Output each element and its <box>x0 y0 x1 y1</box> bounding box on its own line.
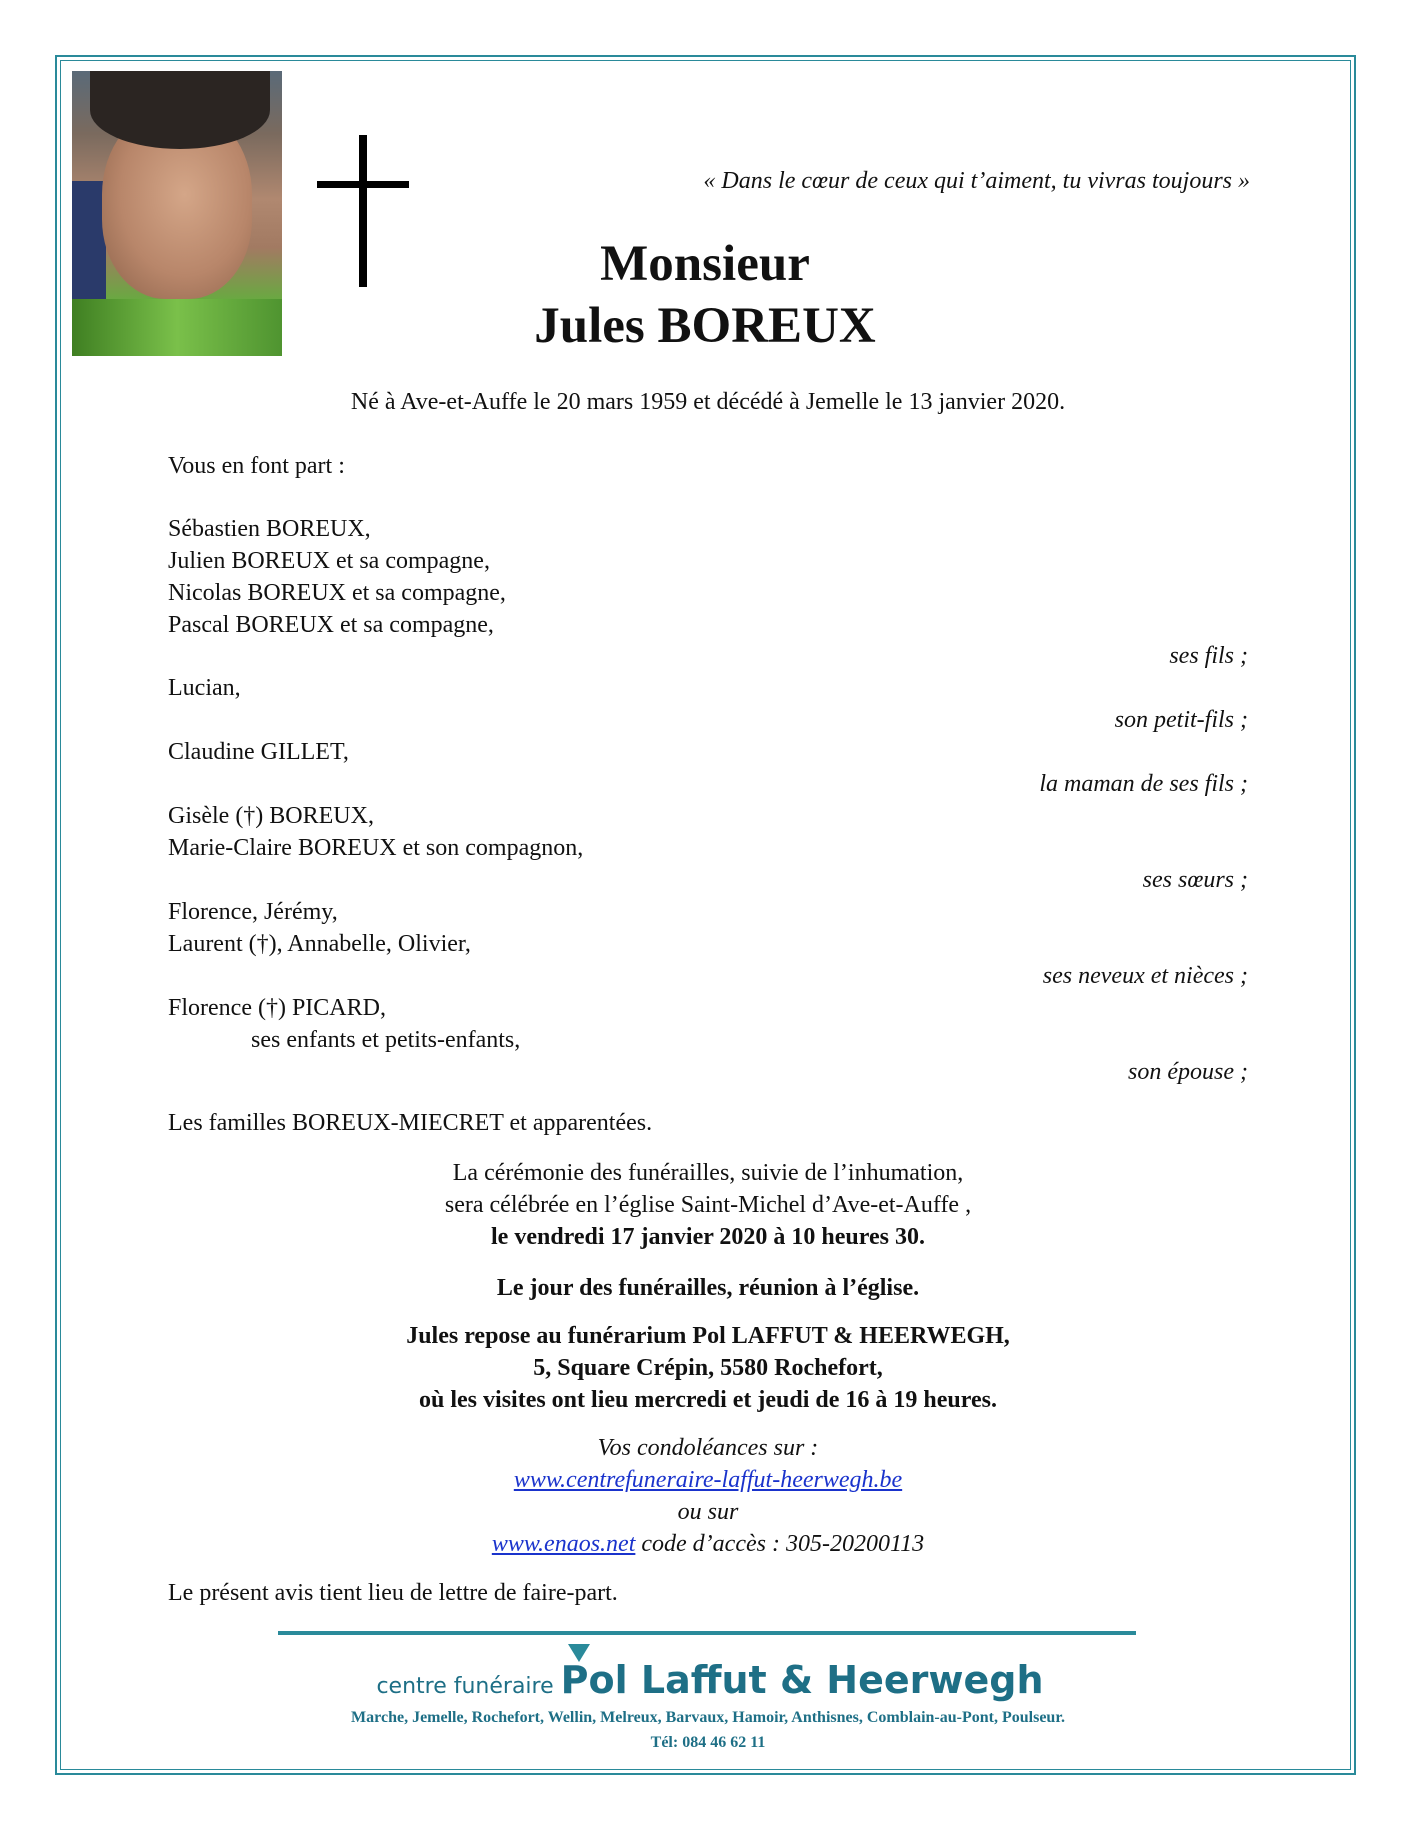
family-member: Julien BOREUX et sa compagne, <box>168 548 490 574</box>
ceremony-line: La cérémonie des funérailles, suivie de l’inhumation, <box>452 1160 964 1186</box>
funeral-center-link[interactable]: www.centrefuneraire-laffut-heerwegh.be <box>513 1467 903 1493</box>
cross-icon <box>317 135 409 287</box>
families-line: Les familles BOREUX-MIECRET et apparentées. <box>168 1110 653 1136</box>
footer-divider <box>278 1631 1136 1635</box>
memorial-quote: « Dans le cœur de ceux qui t’aiment, tu vivras toujours » <box>703 168 1250 194</box>
relation-label: la maman de ses fils ; <box>1039 771 1248 797</box>
footer-towns: Marche, Jemelle, Rochefort, Wellin, Melreux, Barvaux, Hamoir, Anthisnes, Comblain-au-Pont, Poulseur. <box>351 1709 1065 1726</box>
condolences-link-line <box>168 1464 1248 1496</box>
family-member: Lucian, <box>168 675 241 701</box>
access-code: code d’accès : 305-20200113 <box>635 1531 925 1557</box>
family-member: Marie-Claire BOREUX et son compagnon, <box>168 835 584 861</box>
meeting-line: Le jour des funérailles, réunion à l’église. <box>496 1275 920 1301</box>
notice-text: Le présent avis tient lieu de lettre de faire-part. <box>168 1580 618 1606</box>
family-member: ses enfants et petits-enfants, <box>251 1027 521 1053</box>
birth-death-line: Né à Ave-et-Auffe le 20 mars 1959 et décédé à Jemelle le 13 janvier 2020. <box>350 389 1066 415</box>
intro-text: Vous en font part : <box>168 453 345 479</box>
family-member: Pascal BOREUX et sa compagne, <box>168 612 494 638</box>
relation-label: ses fils ; <box>1169 643 1248 669</box>
relation-label: ses sœurs ; <box>1142 867 1248 893</box>
ceremony-line: sera célébrée en l’église Saint-Michel d’Ave-et-Auffe , <box>444 1192 972 1218</box>
family-member: Florence (†) PICARD, <box>168 995 386 1021</box>
portrait-photo <box>72 71 282 356</box>
family-member: Claudine GILLET, <box>168 739 349 765</box>
family-member: Florence, Jérémy, <box>168 899 338 925</box>
relation-label: ses neveux et nièces ; <box>1042 963 1248 989</box>
title-honorific: Monsieur <box>600 236 810 292</box>
logo-name: Pol Laffut & Heerwegh <box>560 1658 1044 1702</box>
relation-label: son petit-fils ; <box>1114 707 1248 733</box>
funerarium-line: Jules repose au funérarium Pol LAFFUT & HEERWEGH, <box>406 1323 1010 1349</box>
family-member: Nicolas BOREUX et sa compagne, <box>168 580 506 606</box>
condolences-label: Vos condoléances sur : <box>597 1435 819 1461</box>
relation-label: son épouse ; <box>1128 1059 1248 1085</box>
family-member: Gisèle (†) BOREUX, <box>168 803 374 829</box>
family-member: Laurent (†), Annabelle, Olivier, <box>168 931 471 957</box>
enaos-link[interactable]: www.enaos.net <box>491 1531 636 1557</box>
footer-phone: Tél: 084 46 62 11 <box>650 1734 766 1751</box>
family-member: Sébastien BOREUX, <box>168 516 371 542</box>
logo-prefix: centre funéraire <box>376 1674 561 1699</box>
title-name: Jules BOREUX <box>534 298 876 354</box>
funerarium-address: 5, Square Crépin, 5580 Rochefort, <box>533 1355 883 1381</box>
or-text: ou sur <box>677 1499 739 1525</box>
funeral-center-logo <box>300 1658 1120 1702</box>
enaos-line <box>168 1528 1248 1560</box>
visits-line: où les visites ont lieu mercredi et jeudi de 16 à 19 heures. <box>419 1387 997 1413</box>
deceased-name <box>410 233 1000 357</box>
ceremony-date: le vendredi 17 janvier 2020 à 10 heures 30. <box>491 1224 925 1250</box>
